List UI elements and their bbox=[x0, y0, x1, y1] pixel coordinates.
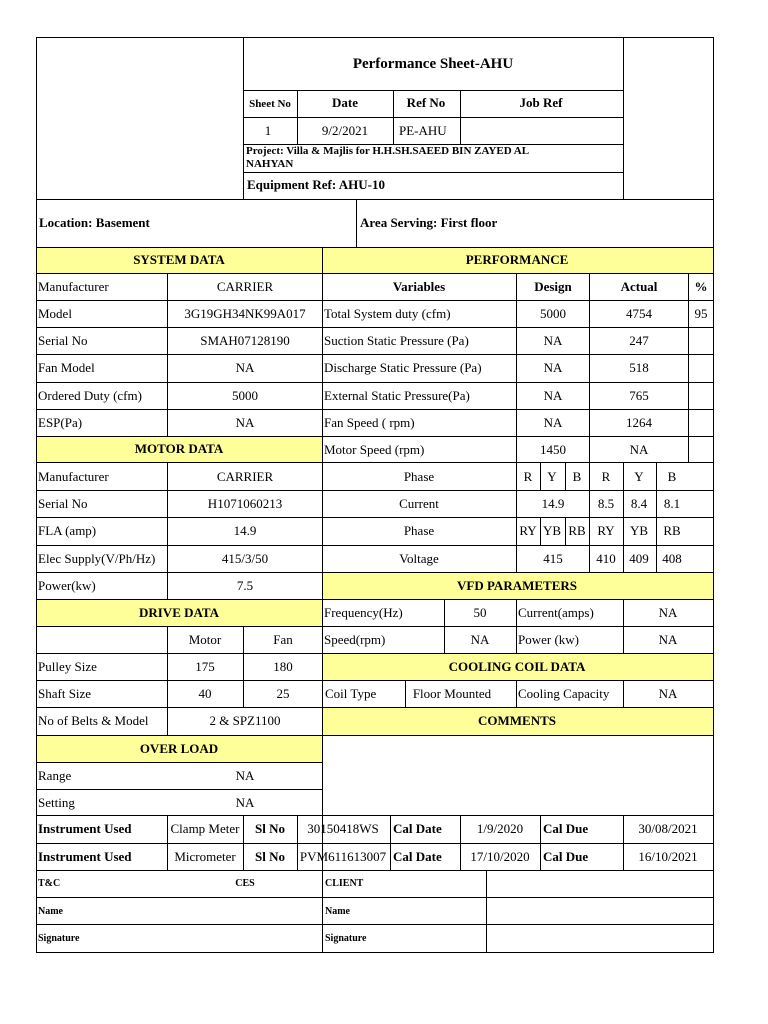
signature-label-client: Signature bbox=[325, 933, 367, 944]
perf-col-actual: Actual bbox=[620, 279, 658, 294]
motor-row-value: 14.9 bbox=[233, 523, 257, 538]
phase2-design-ry: RY bbox=[519, 523, 537, 538]
system-row-value: 3G19GH34NK99A017 bbox=[184, 306, 306, 321]
col-ref-no: Ref No bbox=[406, 95, 446, 110]
phase-actual-y: Y bbox=[634, 469, 644, 484]
motor-row-label: FLA (amp) bbox=[38, 523, 97, 538]
perf-row-actual: NA bbox=[629, 442, 649, 457]
perf-row-label: Motor Speed (rpm) bbox=[324, 442, 425, 457]
motor-data-heading: MOTOR DATA bbox=[134, 441, 224, 456]
perf-row-pct: 95 bbox=[694, 306, 708, 321]
instrument-cal-due-label: Cal Due bbox=[543, 849, 589, 864]
belts-value: 2 & SPZ1100 bbox=[209, 713, 281, 728]
col-date: Date bbox=[332, 95, 358, 110]
vfd-speed-value: NA bbox=[470, 632, 490, 647]
instrument-name: Clamp Meter bbox=[170, 821, 240, 836]
system-row-label: Fan Model bbox=[38, 360, 95, 375]
perf-row-actual: 765 bbox=[629, 388, 649, 403]
coil-type-value: Floor Mounted bbox=[412, 686, 492, 701]
cooling-capacity-value: NA bbox=[658, 686, 678, 701]
phase2-actual-yb: YB bbox=[629, 523, 649, 538]
system-row-label: Serial No bbox=[38, 333, 88, 348]
sheet-no-value: 1 bbox=[264, 123, 272, 138]
perf-row-design: NA bbox=[543, 415, 563, 430]
ces-label: CES bbox=[235, 878, 255, 889]
current-label: Current bbox=[399, 496, 439, 511]
sheet-title: Performance Sheet-AHU bbox=[352, 56, 514, 72]
name-label-ces: Name bbox=[38, 906, 63, 917]
cooling-coil-heading: COOLING COIL DATA bbox=[448, 659, 586, 674]
instrument-label: Instrument Used bbox=[38, 821, 132, 836]
coil-type-label: Coil Type bbox=[325, 686, 377, 701]
voltage-actual-rb: 408 bbox=[662, 551, 682, 566]
perf-row-label: Suction Static Pressure (Pa) bbox=[324, 333, 469, 348]
phase-design-y: Y bbox=[547, 469, 557, 484]
perf-col-pct: % bbox=[694, 279, 708, 294]
perf-row-actual: 1264 bbox=[626, 415, 652, 430]
phase2-label: Phase bbox=[403, 523, 435, 538]
instrument-name: Micrometer bbox=[174, 849, 236, 864]
overload-setting-label: Setting bbox=[38, 795, 75, 810]
vfd-current-label: Current(amps) bbox=[518, 605, 594, 620]
project-line-2: NAHYAN bbox=[246, 158, 294, 170]
system-row-label: Model bbox=[38, 306, 72, 321]
instrument-cal-due-label: Cal Due bbox=[543, 821, 589, 836]
motor-row-label: Elec Supply(V/Ph/Hz) bbox=[38, 551, 156, 566]
system-row-label: ESP(Pa) bbox=[38, 415, 83, 430]
overload-range-label: Range bbox=[38, 768, 72, 783]
instrument-cal-due: 30/08/2021 bbox=[638, 821, 698, 836]
vfd-power-label: Power (kw) bbox=[518, 632, 580, 647]
vfd-heading: VFD PARAMETERS bbox=[456, 578, 578, 593]
motor-row-value: 7.5 bbox=[236, 578, 254, 593]
motor-row-label: Manufacturer bbox=[38, 469, 109, 484]
instrument-label: Instrument Used bbox=[38, 849, 132, 864]
current-actual-b: 8.1 bbox=[663, 496, 681, 511]
phase-actual-b: B bbox=[667, 469, 677, 484]
system-data-heading: SYSTEM DATA bbox=[133, 252, 225, 267]
phase2-actual-rb: RB bbox=[663, 523, 681, 538]
current-design: 14.9 bbox=[541, 496, 565, 511]
drive-col-motor: Motor bbox=[188, 632, 222, 647]
col-sheet-no: Sheet No bbox=[249, 98, 291, 110]
system-row-label: Manufacturer bbox=[38, 279, 109, 294]
phase2-design-rb: RB bbox=[568, 523, 586, 538]
overload-range-value: NA bbox=[235, 768, 255, 783]
phase-label: Phase bbox=[403, 469, 435, 484]
vfd-power-value: NA bbox=[658, 632, 678, 647]
system-row-label: Ordered Duty (cfm) bbox=[38, 388, 142, 403]
perf-row-design: NA bbox=[543, 388, 563, 403]
perf-col-design: Design bbox=[534, 279, 572, 294]
system-row-value: NA bbox=[235, 360, 255, 375]
vfd-speed-label: Speed(rpm) bbox=[324, 632, 386, 647]
vfd-freq-label: Frequency(Hz) bbox=[324, 605, 403, 620]
phase-actual-r: R bbox=[601, 469, 611, 484]
perf-row-design: NA bbox=[543, 333, 563, 348]
system-row-value: CARRIER bbox=[216, 279, 274, 294]
perf-col-variables: Variables bbox=[392, 279, 446, 294]
perf-row-label: External Static Pressure(Pa) bbox=[324, 388, 470, 403]
motor-row-label: Serial No bbox=[38, 496, 88, 511]
phase2-actual-ry: RY bbox=[597, 523, 615, 538]
perf-row-actual: 4754 bbox=[626, 306, 652, 321]
phase-design-r: R bbox=[523, 469, 533, 484]
motor-row-value: H1071060213 bbox=[207, 496, 283, 511]
voltage-label: Voltage bbox=[399, 551, 439, 566]
drive-row-fan: 25 bbox=[276, 686, 290, 701]
perf-row-design: 1450 bbox=[540, 442, 566, 457]
voltage-design: 415 bbox=[543, 551, 563, 566]
motor-row-value: 415/3/50 bbox=[221, 551, 269, 566]
drive-row-motor: 175 bbox=[195, 659, 215, 674]
instrument-cal-date-label: Cal Date bbox=[393, 849, 442, 864]
overload-setting-value: NA bbox=[235, 795, 255, 810]
phase2-design-yb: YB bbox=[542, 523, 562, 538]
date-value: 9/2/2021 bbox=[321, 123, 369, 138]
instrument-cal-date-label: Cal Date bbox=[393, 821, 442, 836]
signature-label-ces: Signature bbox=[38, 933, 80, 944]
comments-heading: COMMENTS bbox=[478, 713, 556, 728]
drive-row-label: Pulley Size bbox=[38, 659, 97, 674]
perf-row-design: NA bbox=[543, 360, 563, 375]
instrument-sl: 30150418WS bbox=[307, 821, 379, 836]
instrument-sl-label: Sl No bbox=[255, 821, 285, 836]
area-serving: Area Serving: First floor bbox=[360, 215, 498, 230]
col-job-ref: Job Ref bbox=[519, 95, 563, 110]
voltage-actual-ry: 410 bbox=[596, 551, 616, 566]
perf-row-actual: 247 bbox=[629, 333, 649, 348]
name-label-client: Name bbox=[325, 906, 350, 917]
instrument-sl-label: Sl No bbox=[255, 849, 285, 864]
phase-design-b: B bbox=[572, 469, 582, 484]
drive-row-label: Shaft Size bbox=[38, 686, 92, 701]
motor-row-label: Power(kw) bbox=[38, 578, 96, 593]
motor-row-value: CARRIER bbox=[216, 469, 274, 484]
equipment-ref: Equipment Ref: AHU-10 bbox=[247, 177, 385, 192]
voltage-actual-yb: 409 bbox=[629, 551, 649, 566]
tc-label: T&C bbox=[38, 878, 61, 889]
instrument-cal-date: 17/10/2020 bbox=[470, 849, 530, 864]
performance-heading: PERFORMANCE bbox=[465, 252, 569, 267]
belts-label: No of Belts & Model bbox=[38, 713, 149, 728]
cooling-capacity-label: Cooling Capacity bbox=[518, 686, 610, 701]
drive-row-fan: 180 bbox=[273, 659, 293, 674]
system-row-value: NA bbox=[235, 415, 255, 430]
current-actual-y: 8.4 bbox=[630, 496, 648, 511]
drive-data-heading: DRIVE DATA bbox=[138, 605, 220, 620]
perf-row-design: 5000 bbox=[540, 306, 566, 321]
overload-heading: OVER LOAD bbox=[139, 741, 219, 756]
system-row-value: 5000 bbox=[232, 388, 258, 403]
perf-row-label: Discharge Static Pressure (Pa) bbox=[324, 360, 482, 375]
perf-row-label: Total System duty (cfm) bbox=[324, 306, 451, 321]
perf-row-label: Fan Speed ( rpm) bbox=[324, 415, 415, 430]
instrument-cal-date: 1/9/2020 bbox=[476, 821, 524, 836]
instrument-sl: PVM611613007 bbox=[299, 849, 387, 864]
vfd-current-value: NA bbox=[658, 605, 678, 620]
project-line-1: Project: Villa & Majlis for H.H.SH.SAEED BIN ZAYED AL bbox=[246, 145, 530, 157]
vfd-freq-value: 50 bbox=[473, 605, 487, 620]
location: Location: Basement bbox=[39, 215, 150, 230]
client-label: CLIENT bbox=[325, 878, 364, 889]
drive-col-fan: Fan bbox=[273, 632, 293, 647]
instrument-cal-due: 16/10/2021 bbox=[638, 849, 698, 864]
perf-row-actual: 518 bbox=[629, 360, 649, 375]
ref-no-value: PE-AHU bbox=[399, 123, 447, 138]
current-actual-r: 8.5 bbox=[597, 496, 615, 511]
drive-row-motor: 40 bbox=[198, 686, 212, 701]
system-row-value: SMAH07128190 bbox=[200, 333, 290, 348]
